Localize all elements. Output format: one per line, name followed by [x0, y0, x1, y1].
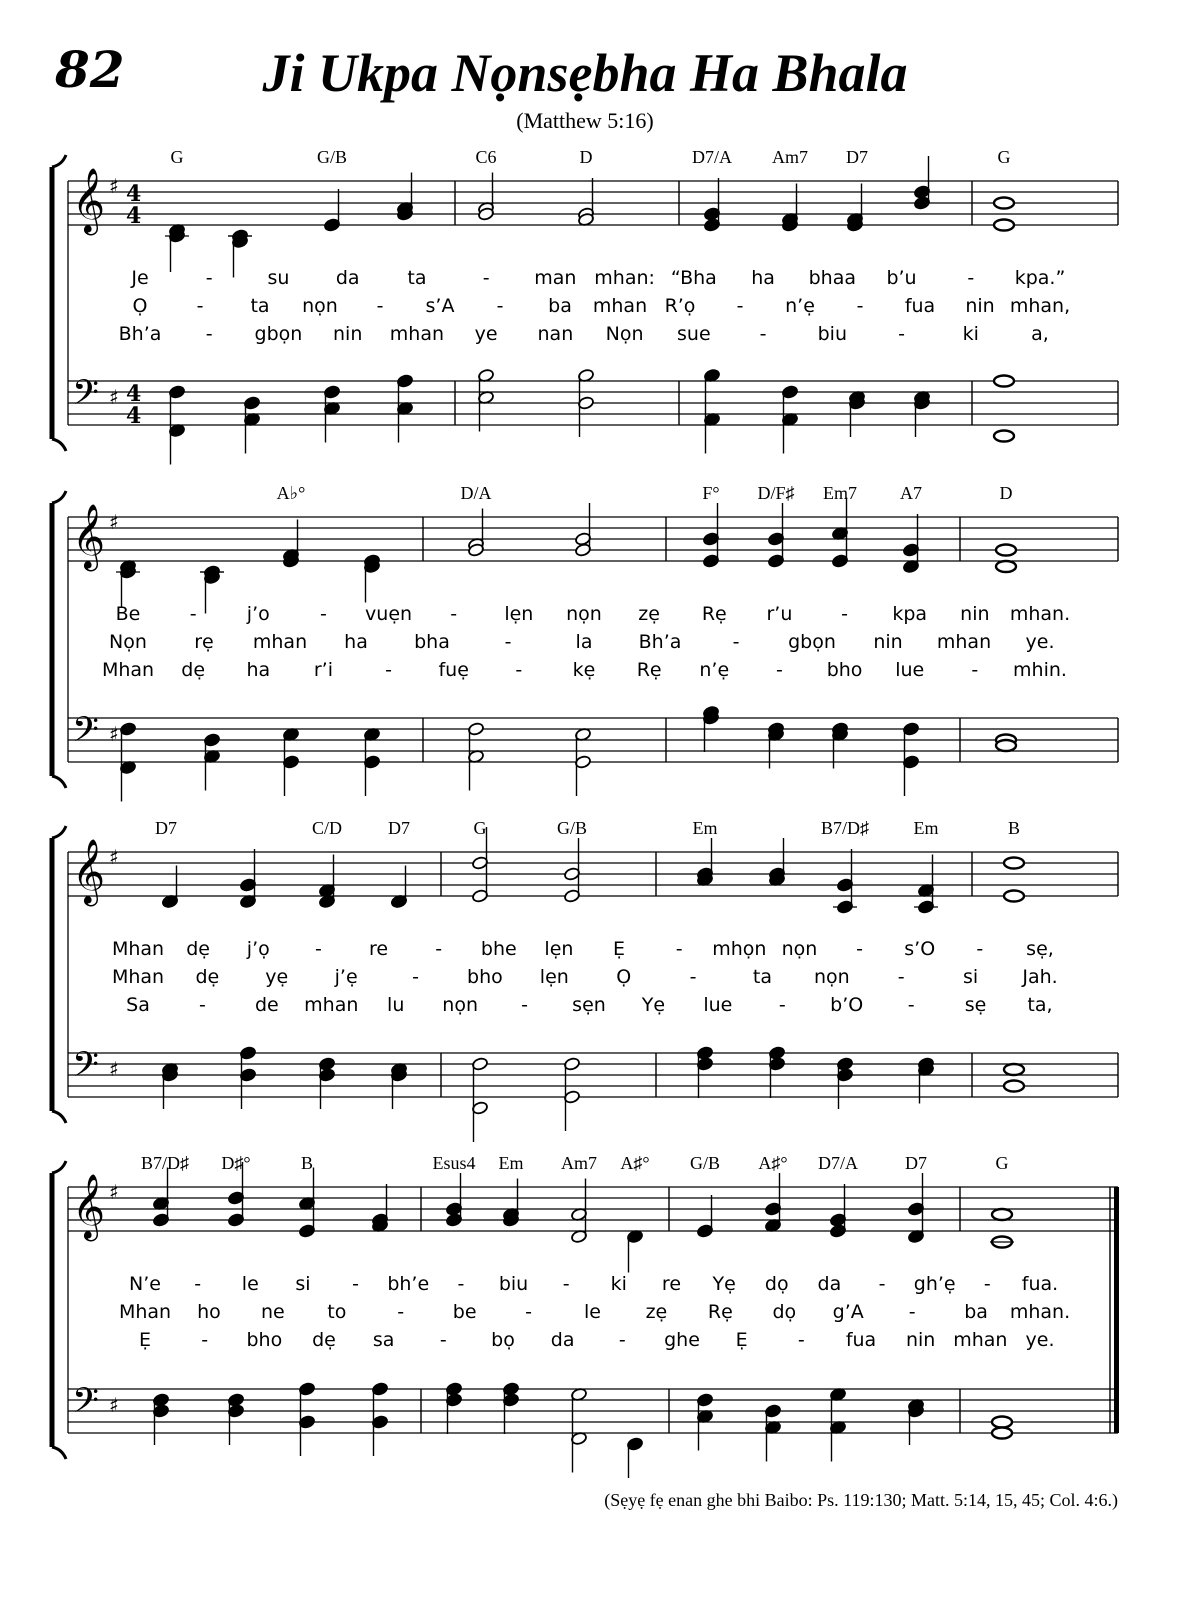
chord-symbol: Esus4 [432, 1153, 476, 1173]
scripture-footnote: (Sẹyẹ fẹ enan ghe bhi Baibo: Ps. 119:130; Matt. 5:14, 15, 45; Col. 4:6.) [604, 1490, 1118, 1510]
chord-symbol: A♯° [620, 1153, 650, 1173]
lyric-verse-1-syllable: ki [610, 1273, 627, 1295]
lyric-verse-3-syllable: da [550, 1329, 575, 1351]
lyric-verse-2-syllable: - [196, 295, 204, 317]
chord-symbol: G [170, 147, 184, 167]
time-signature-bottom: 4 [126, 403, 142, 429]
lyric-verse-1-syllable: lẹn [504, 603, 534, 625]
lyric-verse-3-syllable: Mhan [101, 659, 155, 681]
lyric-verse-3-syllable: - [778, 994, 786, 1016]
key-signature-sharp-icon: ♯ [109, 845, 119, 869]
lyric-verse-2-syllable: mhan [592, 295, 648, 317]
hymn-title: Ji Ukpa Nọnsẹbha Ha Bhala [262, 43, 908, 103]
chord-symbol: A7 [900, 483, 922, 503]
lyric-verse-3-syllable: a, [1031, 323, 1049, 345]
chord-symbol: D7/A [818, 1153, 858, 1173]
lyric-verse-1-syllable: - [967, 267, 975, 289]
lyric-verse-1-syllable: kpa.” [1014, 267, 1066, 289]
whole-note [994, 220, 1014, 231]
lyric-verse-1-syllable: - [457, 1273, 465, 1295]
chord-symbol: G [473, 818, 487, 838]
lyric-verse-1-syllable: gh’ẹ [913, 1273, 956, 1295]
lyric-verse-3-syllable: ye [474, 323, 498, 345]
lyric-verse-2-syllable: mhan. [1009, 1301, 1071, 1323]
lyric-verse-2-syllable: ye. [1025, 631, 1055, 653]
chord-symbol: G/B [556, 818, 588, 838]
lyric-verse-1-syllable: mhan: [594, 267, 655, 289]
lyric-verse-1-syllable: j’ọ [246, 938, 270, 960]
chord-symbol: D7 [155, 818, 177, 838]
lyric-verse-1-syllable: s’O [904, 938, 936, 960]
lyric-verse-3-syllable: fua [845, 1329, 877, 1351]
lyric-verse-3-syllable: bọ [491, 1329, 515, 1351]
chord-symbol: C6 [475, 147, 497, 167]
lyric-verse-2-syllable: Jah. [1022, 966, 1058, 988]
lyric-verse-1-syllable: - [319, 603, 327, 625]
lyric-verse-1-syllable: j’o [246, 603, 270, 625]
lyric-verse-3-syllable: dẹ [181, 659, 206, 681]
bracket-top-hook [52, 826, 66, 838]
lyric-verse-2-syllable: s’A [425, 295, 455, 317]
lyric-verse-3-syllable: mhan [389, 323, 445, 345]
chord-symbol: A♭° [276, 483, 306, 503]
lyric-verse-2-syllable: fua [904, 295, 936, 317]
whole-note [996, 561, 1016, 572]
lyric-verse-2-syllable: - [397, 1301, 405, 1323]
time-signature-top: 4 [126, 181, 142, 207]
whole-note [992, 1417, 1012, 1428]
key-signature-sharp-icon: ♯ [109, 1057, 119, 1081]
whole-note [996, 545, 1016, 556]
lyric-verse-2-syllable: - [412, 966, 419, 988]
lyric-verse-1-syllable: dẹ [186, 938, 210, 960]
lyric-verse-3-syllable: dẹ [312, 1329, 336, 1351]
whole-note [992, 1209, 1012, 1220]
lyric-verse-3-syllable: sa [372, 1329, 395, 1351]
lyric-verse-1-syllable: da [335, 267, 360, 289]
lyric-verse-3-syllable: - [205, 323, 213, 345]
lyric-verse-2-syllable: mhan [252, 631, 308, 653]
lyric-verse-1-syllable: su [267, 267, 290, 289]
whole-note [1004, 858, 1024, 869]
hymn-number: 82 [55, 40, 125, 99]
lyric-verse-3-syllable: Sa [126, 994, 150, 1016]
chord-symbol: B [300, 1153, 314, 1173]
chord-symbol: B7/D♯ [820, 818, 870, 838]
lyric-verse-1-syllable: “Bha [670, 267, 717, 289]
bracket-bottom-hook [52, 439, 66, 451]
lyric-verse-2-syllable: - [908, 1301, 916, 1323]
lyric-verse-1-syllable: - [983, 1273, 991, 1295]
lyric-verse-1-syllable: - [482, 267, 490, 289]
lyric-verse-2-syllable: Bh’a [638, 631, 682, 653]
lyric-verse-3-syllable: Nọn [605, 323, 644, 345]
lyric-verse-1-syllable: vuẹn [365, 603, 413, 625]
lyric-verse-3-syllable: biu [817, 323, 847, 345]
chord-symbol: Am7 [561, 1153, 597, 1173]
lyric-verse-2-syllable: - [525, 1301, 532, 1323]
lyric-verse-1-syllable: - [205, 267, 213, 289]
lyric-verse-3-syllable: - [898, 323, 905, 345]
treble-clef-icon: 𝄞 [72, 168, 106, 233]
lyric-verse-1-syllable: man [534, 267, 577, 289]
lyric-verse-3-syllable: bho [246, 1329, 283, 1351]
chord-symbol: G [997, 147, 1011, 167]
bass-clef-icon: 𝄢 [72, 709, 100, 758]
chord-symbol: G/B [689, 1153, 721, 1173]
bass-clef-icon: 𝄢 [72, 1380, 100, 1429]
lyric-verse-1-syllable: da [817, 1273, 842, 1295]
lyric-verse-2-syllable: bho [467, 966, 503, 988]
lyric-verse-3-syllable: nan [537, 323, 574, 345]
lyric-verse-1-syllable: - [562, 1273, 570, 1295]
lyric-verse-3-syllable: Ẹ [138, 1329, 152, 1351]
lyric-verse-3-syllable: - [775, 659, 783, 681]
lyric-verse-2-syllable: - [732, 631, 740, 653]
lyric-verse-2-syllable: Mhan [118, 1301, 172, 1323]
lyric-verse-3-syllable: - [515, 659, 523, 681]
lyric-verse-3-syllable: nọn [442, 994, 478, 1016]
lyric-verse-2-syllable: - [736, 295, 744, 317]
lyric-verse-1-syllable: bhe [480, 938, 517, 960]
lyric-verse-3-syllable: sẹn [572, 994, 606, 1016]
lyric-verse-1-syllable: mhọn [712, 938, 767, 960]
chord-symbol: B [1007, 818, 1021, 838]
lyric-verse-1-syllable: nọn [781, 938, 818, 960]
lyric-verse-2-syllable: ta [752, 966, 772, 988]
key-signature-sharp-icon: ♯ [109, 385, 119, 409]
lyric-verse-1-syllable: ta [407, 267, 427, 289]
lyric-verse-2-syllable: ba [964, 1301, 988, 1323]
lyric-verse-2-syllable: - [897, 966, 905, 988]
lyric-verse-3-syllable: Rẹ [636, 659, 662, 681]
lyric-verse-1-syllable: si [295, 1273, 311, 1295]
lyric-verse-3-syllable: kẹ [572, 659, 596, 681]
lyric-verse-1-syllable: bh’e [387, 1273, 430, 1295]
lyric-verse-1-syllable: - [450, 603, 458, 625]
lyric-verse-2-syllable: ho [197, 1301, 221, 1323]
lyric-verse-3-syllable: bho [826, 659, 863, 681]
chord-symbol: Em [913, 818, 939, 838]
lyric-verse-3-syllable: r’i [313, 659, 333, 681]
treble-clef-icon: 𝄞 [72, 504, 106, 569]
lyric-verse-2-syllable: - [496, 295, 504, 317]
lyric-verse-3-syllable: - [198, 994, 206, 1016]
bracket-bottom-hook [52, 1111, 66, 1123]
key-signature-sharp-icon: ♯ [109, 722, 119, 746]
lyric-verse-1-syllable: lẹn [544, 938, 574, 960]
key-signature-sharp-icon: ♯ [109, 510, 119, 534]
lyric-verse-2-syllable: la [575, 631, 593, 653]
lyric-verse-1-syllable: ha [751, 267, 775, 289]
bracket-bottom-hook [52, 1447, 66, 1459]
lyric-verse-2-syllable: n’ẹ [785, 295, 815, 317]
lyric-verse-2-syllable: Nọn [109, 631, 147, 653]
lyric-verse-3-syllable: - [797, 1329, 805, 1351]
lyric-verse-1-syllable: N’e [129, 1273, 161, 1295]
lyric-verse-3-syllable: mhan [953, 1329, 1008, 1351]
lyric-verse-3-syllable: ghe [664, 1329, 700, 1351]
lyric-verse-3-syllable: nin [333, 323, 363, 345]
lyric-verse-3-syllable: - [618, 1329, 626, 1351]
lyric-verse-1-syllable: Ẹ [613, 938, 626, 960]
lyric-verse-3-syllable: de [254, 994, 279, 1016]
lyric-verse-3-syllable: Ẹ [735, 1329, 748, 1351]
chord-symbol: Em [692, 818, 718, 838]
lyric-verse-1-syllable: biu [498, 1273, 529, 1295]
lyric-verse-1-syllable: Be [115, 603, 141, 625]
chord-symbol: G [995, 1153, 1009, 1173]
lyric-verse-1-syllable: - [856, 938, 864, 960]
lyric-verse-2-syllable: zẹ [645, 1301, 668, 1323]
chord-symbol: D [999, 483, 1013, 503]
lyric-verse-1-syllable: kpa [892, 603, 928, 625]
lyric-verse-1-syllable: - [976, 938, 984, 960]
lyric-verse-3-syllable: ye. [1025, 1329, 1055, 1351]
lyric-verse-3-syllable: - [385, 659, 392, 681]
lyric-verse-1-syllable: - [314, 938, 322, 960]
lyric-verse-2-syllable: si [963, 966, 979, 988]
lyric-verse-3-syllable: Yẹ [641, 994, 666, 1016]
lyric-verse-2-syllable: ne [260, 1301, 285, 1323]
lyric-verse-2-syllable: ba [548, 295, 572, 317]
lyric-verse-3-syllable: ha [246, 659, 271, 681]
chord-symbol: D/F♯ [757, 483, 795, 503]
bracket-bottom-hook [52, 776, 66, 788]
lyric-verse-2-syllable: nọn [302, 295, 338, 317]
chord-symbol: Em7 [823, 483, 857, 503]
treble-clef-icon: 𝄞 [72, 839, 106, 904]
chord-symbol: D♯° [221, 1153, 251, 1173]
lyric-verse-2-syllable: gbọn [788, 631, 836, 653]
lyric-verse-2-syllable: yẹ [265, 966, 289, 988]
chord-symbol: B7/D♯ [140, 1153, 190, 1173]
lyric-verse-3-syllable: - [971, 659, 979, 681]
whole-note [994, 198, 1014, 209]
lyric-verse-1-syllable: re [368, 938, 389, 960]
lyric-verse-1-syllable: dọ [764, 1273, 789, 1295]
lyric-verse-3-syllable: gbọn [254, 323, 303, 345]
chord-symbol: A♯° [758, 1153, 788, 1173]
lyric-verse-1-syllable: - [675, 938, 683, 960]
lyric-verse-2-syllable: R’ọ [664, 295, 696, 317]
lyric-verse-3-syllable: - [521, 994, 528, 1016]
chord-symbol: D7 [905, 1153, 927, 1173]
lyric-verse-2-syllable: g’A [832, 1301, 864, 1323]
lyric-verse-1-syllable: Yẹ [712, 1273, 736, 1295]
lyric-verse-1-syllable: - [194, 1273, 202, 1295]
lyric-verse-1-syllable: r’u [766, 603, 793, 625]
lyric-verse-2-syllable: Ọ [616, 966, 632, 988]
lyric-verse-2-syllable: bha [414, 631, 450, 653]
lyric-verse-1-syllable: sẹ, [1026, 938, 1054, 960]
chord-symbol: D7/A [692, 147, 732, 167]
time-signature-top: 4 [126, 381, 142, 407]
bracket-top-hook [52, 491, 66, 503]
lyric-verse-2-syllable: le [584, 1301, 601, 1323]
chord-symbol: F° [702, 483, 720, 503]
lyric-verse-2-syllable: mhan, [1009, 295, 1071, 317]
lyric-verse-1-syllable: nin [960, 603, 990, 625]
lyric-verse-2-syllable: be [452, 1301, 477, 1323]
lyric-verse-3-syllable: Bh’a [118, 323, 162, 345]
chord-symbol: D/A [460, 483, 492, 503]
time-signature-bottom: 4 [126, 203, 142, 229]
lyric-verse-3-syllable: - [439, 1329, 447, 1351]
key-signature-sharp-icon: ♯ [109, 174, 119, 198]
whole-note [1004, 891, 1024, 902]
lyric-verse-1-syllable: Rẹ [701, 603, 727, 625]
chord-symbol: D [579, 147, 593, 167]
lyric-verse-1-syllable: bhaa [808, 267, 856, 289]
key-signature-sharp-icon: ♯ [109, 1393, 119, 1417]
lyric-verse-2-syllable: j’ẹ [334, 966, 358, 988]
chord-symbol: D7 [846, 147, 868, 167]
lyric-verse-1-syllable: le [241, 1273, 259, 1295]
lyric-verse-1-syllable: - [435, 938, 443, 960]
bracket-top-hook [52, 155, 66, 167]
lyric-verse-2-syllable: dọ [772, 1301, 797, 1323]
lyric-verse-2-syllable: - [856, 295, 864, 317]
key-signature-sharp-icon: ♯ [109, 1180, 119, 1204]
lyric-verse-1-syllable: zẹ [638, 603, 660, 625]
lyric-verse-3-syllable: sue [677, 323, 711, 345]
lyric-verse-3-syllable: n’ẹ [699, 659, 730, 681]
lyric-verse-3-syllable: nin [905, 1329, 936, 1351]
lyric-verse-3-syllable: - [907, 994, 915, 1016]
lyric-verse-3-syllable: ki [962, 323, 979, 345]
lyric-verse-2-syllable: ha [344, 631, 368, 653]
lyric-verse-2-syllable: mhan [936, 631, 992, 653]
lyric-verse-2-syllable: nin [965, 295, 995, 317]
whole-note [996, 740, 1016, 751]
chord-symbol: G/B [316, 147, 348, 167]
lyric-verse-2-syllable: Rẹ [707, 1301, 733, 1323]
lyric-verse-1-syllable: nọn [566, 603, 602, 625]
whole-note [994, 376, 1014, 387]
lyric-verse-3-syllable: b’O [830, 994, 864, 1016]
lyric-verse-1-syllable: - [352, 1273, 360, 1295]
lyric-verse-1-syllable: - [189, 603, 197, 625]
lyric-verse-3-syllable: mhan [304, 994, 359, 1016]
lyric-verse-2-syllable: - [689, 966, 697, 988]
whole-note [992, 1428, 1012, 1439]
lyric-verse-1-syllable: - [841, 603, 848, 625]
lyric-verse-3-syllable: ta, [1027, 994, 1053, 1016]
lyric-verse-3-syllable: lu [387, 994, 405, 1016]
lyric-verse-2-syllable: lẹn [539, 966, 569, 988]
lyric-verse-1-syllable: fua. [1021, 1273, 1059, 1295]
lyric-verse-2-syllable: nin [873, 631, 903, 653]
lyric-verse-3-syllable: lue [895, 659, 925, 681]
lyric-verse-2-syllable: to [327, 1301, 347, 1323]
lyric-verse-1-syllable: Je [131, 267, 149, 289]
lyric-verse-1-syllable: mhan. [1009, 603, 1071, 625]
lyric-verse-3-syllable: fuẹ [438, 659, 469, 681]
lyric-verse-2-syllable: ta [250, 295, 270, 317]
lyric-verse-1-syllable: b’u [886, 267, 917, 289]
lyric-verse-3-syllable: - [201, 1329, 209, 1351]
lyric-verse-1-syllable: re [661, 1273, 682, 1295]
lyric-verse-3-syllable: lue [703, 994, 733, 1016]
chord-symbol: D7 [388, 818, 410, 838]
lyric-verse-2-syllable: Ọ [132, 295, 148, 317]
chord-symbol: Am7 [772, 147, 808, 167]
lyric-verse-2-syllable: - [504, 631, 512, 653]
whole-note [1004, 1081, 1024, 1092]
whole-note [994, 431, 1014, 442]
bass-clef-icon: 𝄢 [72, 1044, 100, 1093]
lyric-verse-3-syllable: mhin. [1013, 659, 1067, 681]
whole-note [1004, 1064, 1024, 1075]
lyric-verse-2-syllable: nọn [813, 966, 850, 988]
lyric-verse-3-syllable: - [759, 323, 767, 345]
lyric-verse-2-syllable: Mhan [111, 966, 165, 988]
lyric-verse-1-syllable: - [878, 1273, 886, 1295]
bass-clef-icon: 𝄢 [72, 372, 100, 421]
lyric-verse-2-syllable: rẹ [194, 631, 214, 653]
final-bar-thick [1114, 1187, 1119, 1433]
lyric-verse-2-syllable: dẹ [195, 966, 220, 988]
bracket-top-hook [52, 1161, 66, 1173]
treble-clef-icon: 𝄞 [72, 1174, 106, 1239]
chord-symbol: C/D [311, 818, 343, 838]
lyric-verse-1-syllable: Mhan [111, 938, 165, 960]
scripture-reference: (Matthew 5:16) [516, 108, 654, 133]
lyric-verse-2-syllable: - [376, 295, 384, 317]
chord-symbol: Em [498, 1153, 524, 1173]
lyric-verse-3-syllable: sẹ [964, 994, 987, 1016]
